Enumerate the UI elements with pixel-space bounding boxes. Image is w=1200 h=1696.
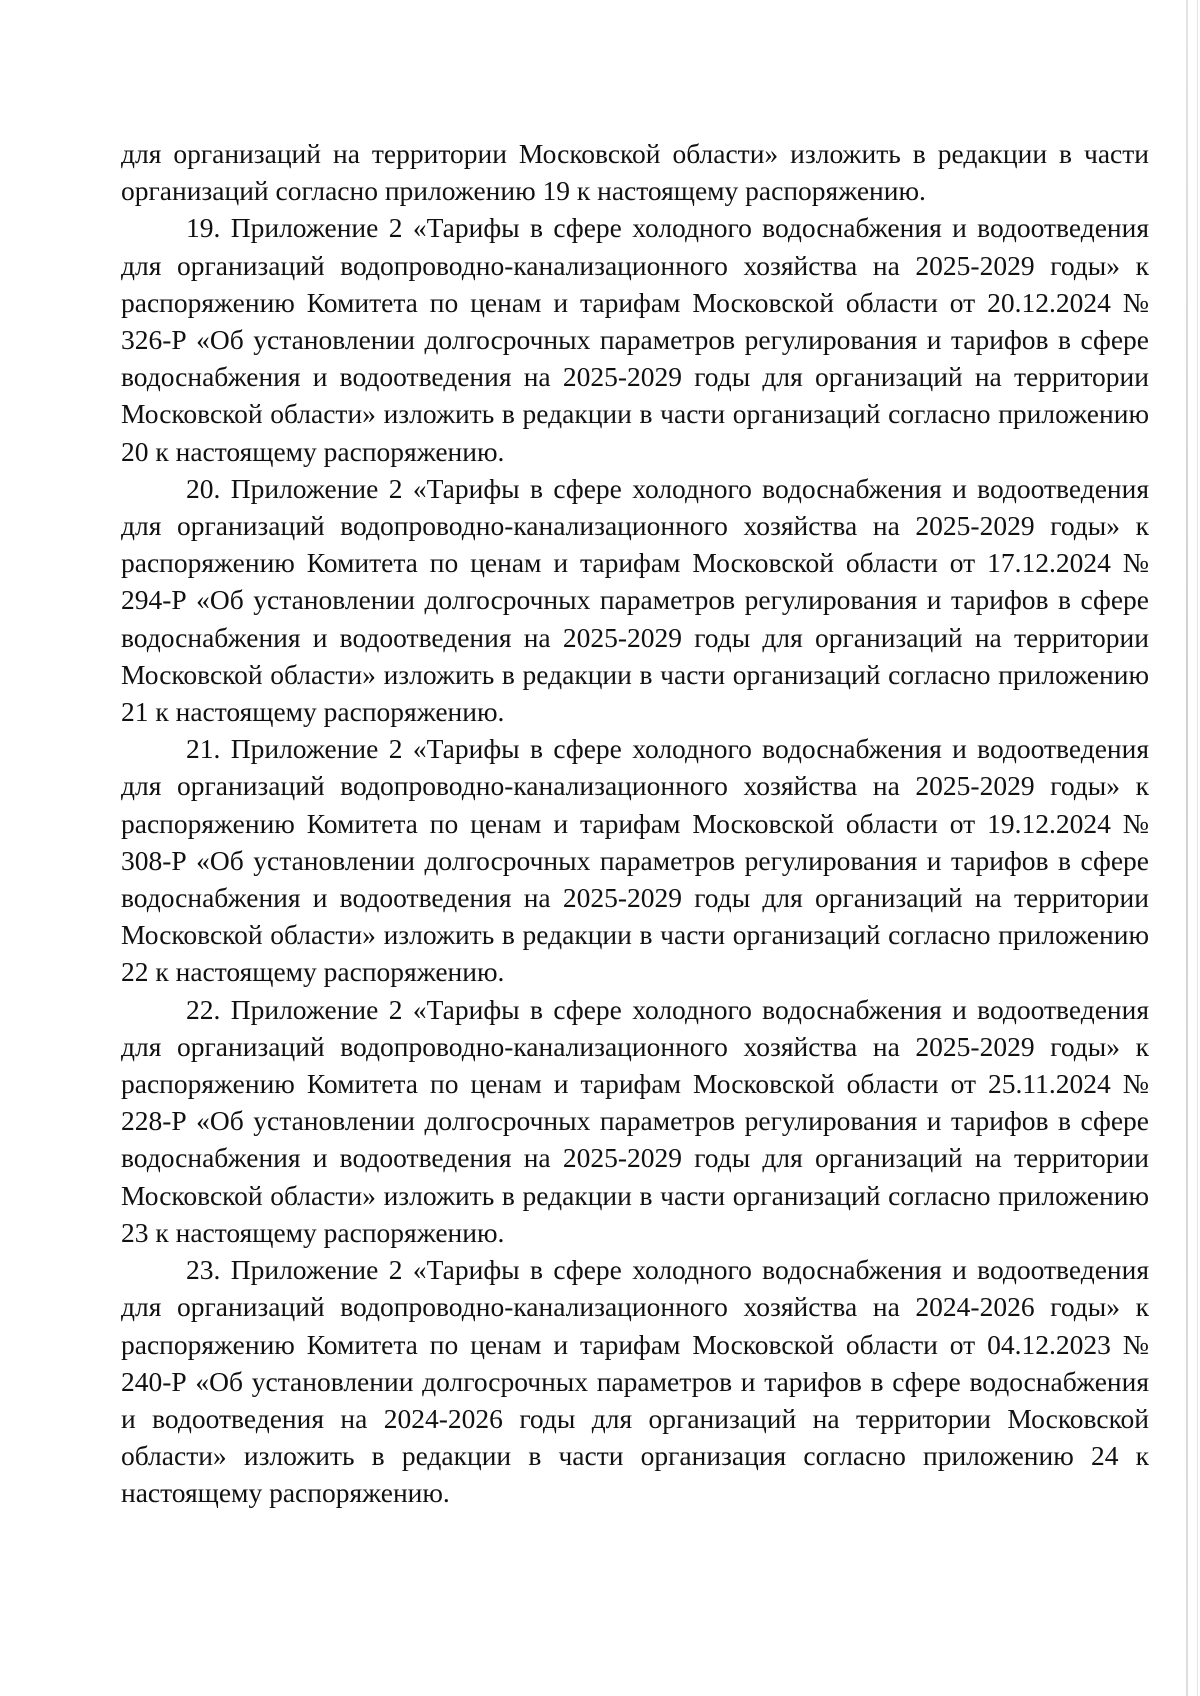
scan-edge-line-outer [1197,0,1198,1696]
item-number: 21. [186,733,221,765]
list-item [121,209,1149,469]
item-number: 20. [186,472,221,504]
list-item [121,470,1149,730]
item-number: 23. [186,1254,221,1286]
item-text: Приложение 2 «Тарифы в сфере холодного водоснабжения и водоотведения для организаций водопроводно-канализационного хозяйства на 2025-2029 годы» к распоряжению Комитета по ценам и тарифам Московской области от 19.12.2024 № 308-Р «Об установлении долгосрочных параметров регулирования и тарифов в сфере водоснабжения и водоотведения на 2025-2029 годы для организаций на территории Московской области» изложить в редакции в части организаций согласно приложению 22 к настоящему распоряжению. [121,733,1150,988]
item-number: 22. [186,993,221,1025]
item-text: Приложение 2 «Тарифы в сфере холодного водоснабжения и водоотведения для организаций водопроводно-канализационного хозяйства на 2025-2029 годы» к распоряжению Комитета по ценам и тарифам Московской области от 17.12.2024 № 294-Р «Об установлении долгосрочных параметров регулирования и тарифов в сфере водоснабжения и водоотведения на 2025-2029 годы для организаций на территории Московской области» изложить в редакции в части организаций согласно приложению 21 к настоящему распоряжению. [121,472,1150,728]
list-item [121,991,1149,1251]
item-text: Приложение 2 «Тарифы в сфере холодного водоснабжения и водоотведения для организаций водопроводно-канализационного хозяйства на 2025-2029 годы» к распоряжению Комитета по ценам и тарифам Московской области от 25.11.2024 № 228-Р «Об установлении долгосрочных параметров регулирования и тарифов в сфере водоснабжения и водоотведения на 2025-2029 годы для организаций на территории Московской области» изложить в редакции в части организаций согласно приложению 23 к настоящему распоряжению. [121,993,1150,1248]
list-item [121,730,1149,990]
item-text: Приложение 2 «Тарифы в сфере холодного водоснабжения и водоотведения для организаций водопроводно-канализационного хозяйства на 2024-2026 годы» к распоряжению Комитета по ценам и тарифам Московской области от 04.12.2023 № 240-Р «Об установлении долгосрочных параметров и тарифов в сфере водоснабжения и водоотведения на 2024-2026 годы для организаций на территории Московской области» изложить в редакции в части организация согласно приложению 24 к настоящему распоряжению. [121,1254,1150,1509]
document-body [121,135,1149,1512]
item-number: 19. [186,212,221,244]
item-text: Приложение 2 «Тарифы в сфере холодного водоснабжения и водоотведения для организаций водопроводно-канализационного хозяйства на 2025-2029 годы» к распоряжению Комитета по ценам и тарифам Московской области от 20.12.2024 № 326-Р «Об установлении долгосрочных параметров регулирования и тарифов в сфере водоснабжения и водоотведения на 2025-2029 годы для организаций на территории Московской области» изложить в редакции в части организаций согласно приложению 20 к настоящему распоряжению. [121,212,1150,467]
list-item [121,1251,1149,1511]
scan-edge-line [1186,0,1188,1696]
continuation-paragraph: для организаций на территории Московской области» изложить в редакции в части организаций согласно приложению 19 к настоящему распоряжению. [121,138,1149,207]
